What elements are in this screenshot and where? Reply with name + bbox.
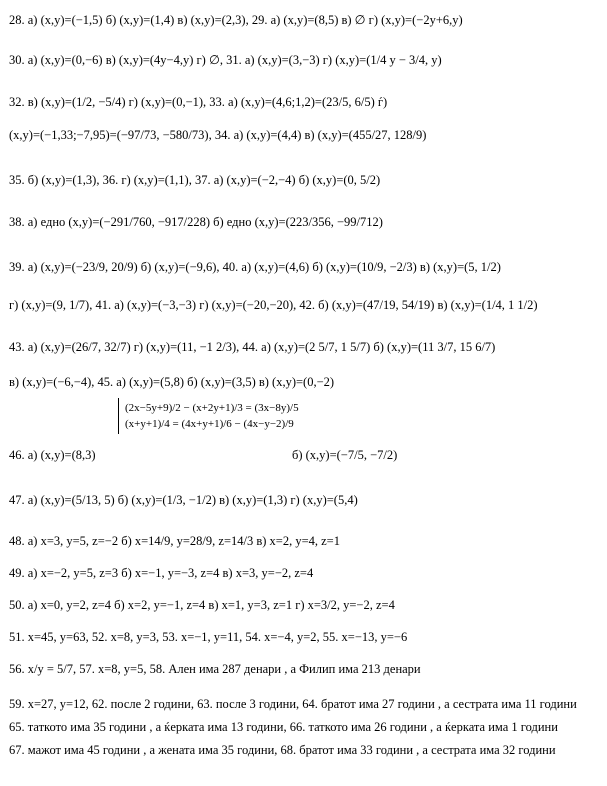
answer-line-8: г) (x,y)=(9, 1/7), 41. а) (x,y)=(−3,−3) г) (x,y)=(−20,−20), 42. б) (x,y)=(47/19, 54/19) в) (x,y)=(1/4, 1 1/2) — [9, 298, 538, 312]
answer-line-14: 49. а) x=−2, y=5, z=3 б) x=−1, y=−3, z=4 в) x=3, y=−2, z=4 — [9, 566, 314, 580]
answer-46b: б) (x,y)=(−7/5, −7/2) — [292, 448, 398, 462]
answer-line-10: в) (x,y)=(−6,−4), 45. а) (x,y)=(5,8) б) (x,y)=(3,5) в) (x,y)=(0,−2) — [9, 375, 335, 389]
answer-line-19: 65. таткото има 35 години , а ќерката има 13 години, 66. таткото има 26 години , а ќерката има 1 години — [9, 720, 558, 734]
answer-line-15: 50. а) x=0, y=2, z=4 б) x=2, y=−1, z=4 в) x=1, y=3, z=1 г) x=3/2, y=−2, z=4 — [9, 598, 395, 612]
answer-line-20: 67. мажот има 45 години , а жената има 35 години, 68. братот има 33 години , а сестрата има 32 години — [9, 743, 556, 757]
equation-2: (x+y+1)/4 = (4x+y+1)/6 − (4x−y−2)/9 — [125, 418, 294, 430]
answer-line-12: 47. а) (x,y)=(5/13, 5) б) (x,y)=(1/3, −1/2) в) (x,y)=(1,3) г) (x,y)=(5,4) — [9, 493, 358, 507]
answer-line-16: 51. x=45, y=63, 52. x=8, y=3, 53. x=−1, y=11, 54. x=−4, y=2, 55. x=−13, y=−6 — [9, 630, 408, 644]
answer-line-2: 30. а) (x,y)=(0,−6) в) (x,y)=(4y−4,y) г) ∅, 31. а) (x,y)=(3,−3) г) (x,y)=(1/4 y − 3/4, y) — [9, 53, 442, 67]
answer-line-3: 32. в) (x,y)=(1/2, −5/4) г) (x,y)=(0,−1), 33. а) (x,y)=(4,6;1,2)=(23/5, 6/5) ѓ) — [9, 95, 388, 109]
answer-line-4: (x,y)=(−1,33;−7,95)=(−97/73, −580/73), 34. а) (x,y)=(4,4) в) (x,y)=(455/27, 128/9) — [9, 128, 427, 142]
answer-line-18: 59. x=27, y=12, 62. после 2 години, 63. после 3 години, 64. братот има 27 години , а сестрата има 11 години — [9, 697, 577, 711]
answer-line-7: 39. а) (x,y)=(−23/9, 20/9) б) (x,y)=(−9,6), 40. а) (x,y)=(4,6) б) (x,y)=(10/9, −2/3) в) (x,y)=(5, 1/2) — [9, 260, 501, 274]
equation-1: (2x−5y+9)/2 − (x+2y+1)/3 = (3x−8y)/5 — [125, 402, 299, 414]
answer-line-9: 43. а) (x,y)=(26/7, 32/7) г) (x,y)=(11, −1 2/3), 44. а) (x,y)=(2 5/7, 1 5/7) б) (x,y)=(11 3/7, 15 6/7) — [9, 340, 496, 354]
answer-line-11: 46. а) (x,y)=(8,3) — [9, 448, 96, 462]
answer-line-6: 38. а) едно (x,y)=(−291/760, −917/228) б) едно (x,y)=(223/356, −99/712) — [9, 215, 383, 229]
answer-line-1: 28. а) (x,y)=(−1,5) б) (x,y)=(1,4) в) (x,y)=(2,3), 29. а) (x,y)=(8,5) в) ∅ г) (x,y)=(−2y+6,y) — [9, 13, 463, 27]
system-of-equations-46 — [118, 398, 299, 434]
answer-line-5: 35. б) (x,y)=(1,3), 36. г) (x,y)=(1,1), 37. а) (x,y)=(−2,−4) б) (x,y)=(0, 5/2) — [9, 173, 381, 187]
answer-line-13: 48. а) x=3, y=5, z=−2 б) x=14/9, y=28/9, z=14/3 в) x=2, y=4, z=1 — [9, 534, 340, 548]
answer-line-17: 56. x/y = 5/7, 57. x=8, y=5, 58. Ален има 287 денари , а Филип има 213 денари — [9, 662, 421, 676]
